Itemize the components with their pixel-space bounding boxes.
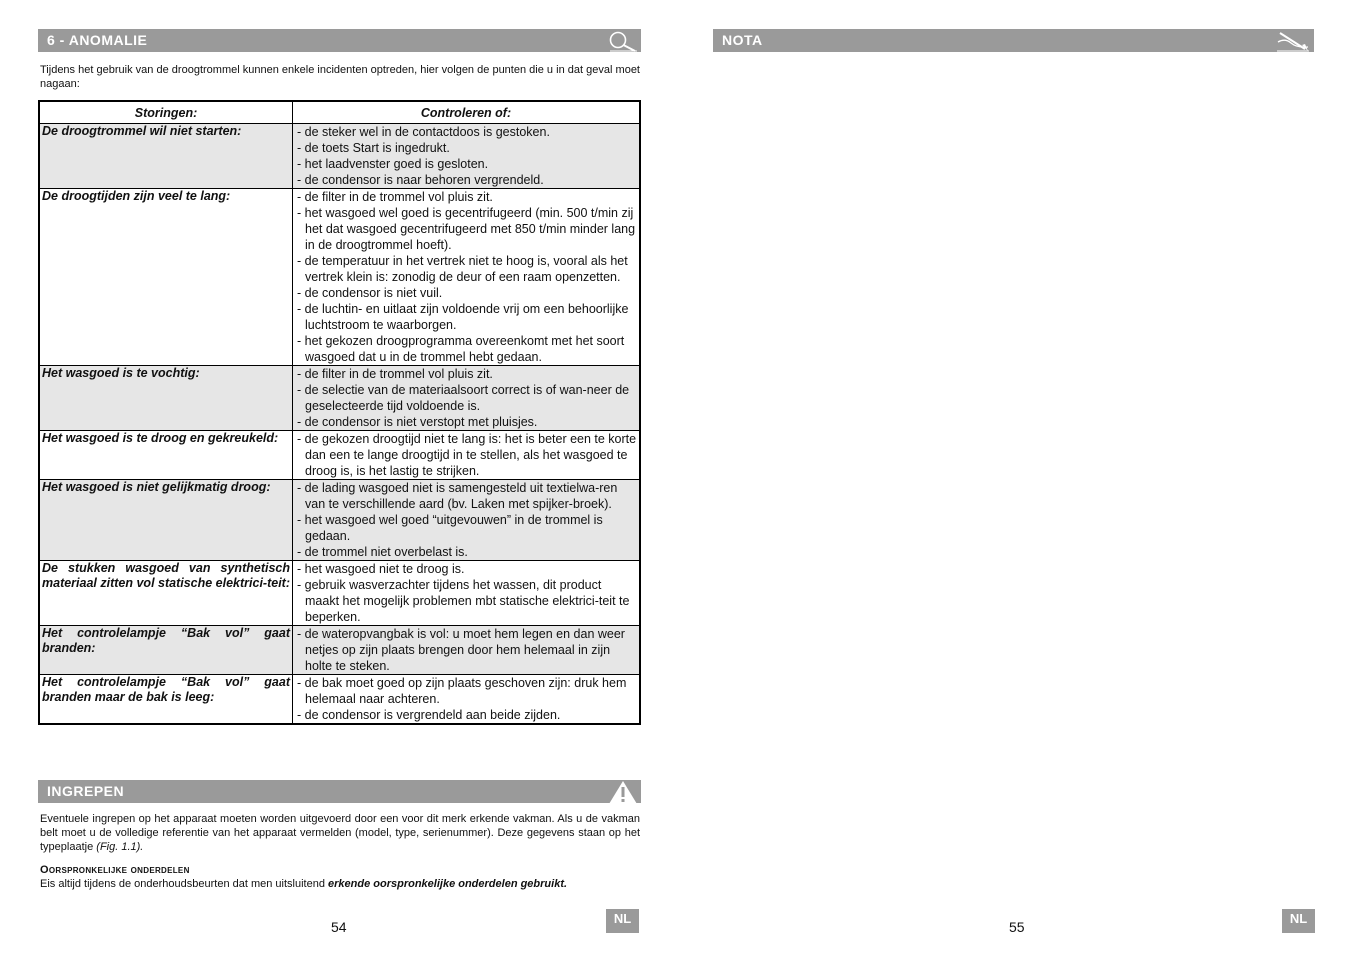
checks-cell xyxy=(293,124,641,189)
problem-cell: Het wasgoed is te droog en gekreukeld: xyxy=(39,431,293,480)
check-item: - het wasgoed wel goed “uitgevouwen” in de trommel is gedaan. xyxy=(297,513,603,543)
check-item: - de bak moet goed op zijn plaats geschoven zijn: druk hem helemaal naar achteren. xyxy=(297,676,627,706)
section-title: NOTA xyxy=(722,32,763,48)
problem-cell: De droogtijden zijn veel te lang: xyxy=(39,189,293,366)
magnifier-icon xyxy=(604,30,638,59)
check-item: - de condensor is niet verstopt met pluisjes. xyxy=(297,415,538,429)
anomalie-header xyxy=(38,29,641,52)
figure-reference: (Fig. 1.1). xyxy=(96,841,144,853)
check-item: - de condensor is vergrendeld aan beide zijden. xyxy=(297,708,561,722)
problem-cell: Het controlelampje “Bak vol” gaat branden: xyxy=(39,626,293,675)
check-item: - de toets Start is ingedrukt. xyxy=(297,141,450,155)
checks-cell xyxy=(293,675,641,725)
check-item: - het wasgoed niet te droog is. xyxy=(297,562,465,576)
check-item: - het wasgoed wel goed is gecentrifugeerd (min. 500 t/min zij het dat wasgoed gecentrifugeerd met 850 t/min minder lang in de droogtrommel hoeft). xyxy=(297,206,636,252)
check-item: - de filter in de trommel vol pluis zit. xyxy=(297,367,493,381)
table-row xyxy=(39,431,640,480)
checks-cell xyxy=(293,561,641,626)
check-item: - gebruik wasverzachter tijdens het wassen, dit product maakt het mogelijk problemen mbt statische elektrici-teit te beperken. xyxy=(297,578,630,624)
anomaly-table xyxy=(38,100,641,725)
checks-cell xyxy=(293,480,641,561)
check-item: - de trommel niet overbelast is. xyxy=(297,545,468,559)
problem-cell: Het wasgoed is niet gelijkmatig droog: xyxy=(39,480,293,561)
checks-cell xyxy=(293,431,641,480)
page-number-right: 55 xyxy=(1009,919,1025,935)
check-item: - de temperatuur in het vertrek niet te hoog is, vooral als het vertrek klein is: zonodig de deur of een raam openzetten. xyxy=(297,254,628,284)
table-row xyxy=(39,480,640,561)
page-number-left: 54 xyxy=(331,919,347,935)
check-item: - het laadvenster goed is gesloten. xyxy=(297,157,489,171)
table-row xyxy=(39,189,640,366)
table-row xyxy=(39,366,640,431)
problem-cell: Het controlelampje “Bak vol” gaat branden maar de bak is leeg: xyxy=(39,675,293,725)
checks-cell xyxy=(293,366,641,431)
problem-cell: De stukken wasgoed van synthetisch materiaal zitten vol statische elektrici-teit: xyxy=(39,561,293,626)
table-row xyxy=(39,124,640,189)
checks-cell xyxy=(293,626,641,675)
ingrepen-text: Eventuele ingrepen op het apparaat moeten worden uitgevoerd door een voor dit merk erkende vakman. Als u de vakman belt moet u de volledige referentie van het apparaat vermelden (model, type, serienummer). Deze gegevens staan op het typeplaatje (Fig. 1.1). xyxy=(40,813,640,853)
language-badge-right: NL xyxy=(1282,909,1315,933)
check-item: - de condensor is naar behoren vergrendeld. xyxy=(297,173,544,187)
check-item: - de wateropvangbak is vol: u moet hem legen en dan weer netjes op zijn plaats brengen door hem helemaal in zijn holte te steken. xyxy=(297,627,625,673)
warning-triangle-icon xyxy=(608,780,638,811)
section-title: INGREPEN xyxy=(47,783,125,799)
check-item: - de condensor is niet vuil. xyxy=(297,286,443,300)
problem-cell: De droogtrommel wil niet starten: xyxy=(39,124,293,189)
check-item: - de steker wel in de contactdoos is gestoken. xyxy=(297,125,550,139)
nota-header xyxy=(713,29,1314,52)
table-row xyxy=(39,675,640,725)
column-header-checks: Controleren of: xyxy=(293,101,641,124)
language-badge-left: NL xyxy=(606,909,639,933)
check-item: - het gekozen droogprogramma overeenkomt met het soort wasgoed dat u in de trommel hebt gedaan. xyxy=(297,334,625,364)
check-item: - de selectie van de materiaalsoort correct is of wan-neer de geselecteerde tijd voldoende is. xyxy=(297,383,630,413)
table-row xyxy=(39,561,640,626)
note-pencil-icon xyxy=(1275,30,1311,59)
section-title: 6 - ANOMALIE xyxy=(47,32,148,48)
table-row xyxy=(39,626,640,675)
check-item: - de luchtin- en uitlaat zijn voldoende vrij om een behoorlijke luchtstroom te waarborgen. xyxy=(297,302,629,332)
check-item: - de gekozen droogtijd niet te lang is: het is beter een te korte dan een te lange droogtijd in te stellen, als het wasgoed te droog is, is het lastig te strijken. xyxy=(297,432,637,478)
problem-cell: Het wasgoed is te vochtig: xyxy=(39,366,293,431)
ingrepen-header xyxy=(38,780,641,803)
check-item: - de lading wasgoed niet is samengesteld uit textielwa-ren van te verschillende aard (bv. Laken met spijker-broek). xyxy=(297,481,618,511)
intro-text: Tijdens het gebruik van de droogtrommel kunnen enkele incidenten optreden, hier volgen de punten die u in dat geval moet nagaan: xyxy=(40,64,640,90)
parts-text: Eis altijd tijdens de onderhoudsbeurten dat men uitsluitend erkende oorspronkelijke onderdelen gebruikt. xyxy=(40,878,568,890)
column-header-problems: Storingen: xyxy=(39,101,293,124)
check-item: - de filter in de trommel vol pluis zit. xyxy=(297,190,493,204)
parts-heading: Oorspronkelijke onderdelen xyxy=(40,864,190,876)
checks-cell xyxy=(293,189,641,366)
